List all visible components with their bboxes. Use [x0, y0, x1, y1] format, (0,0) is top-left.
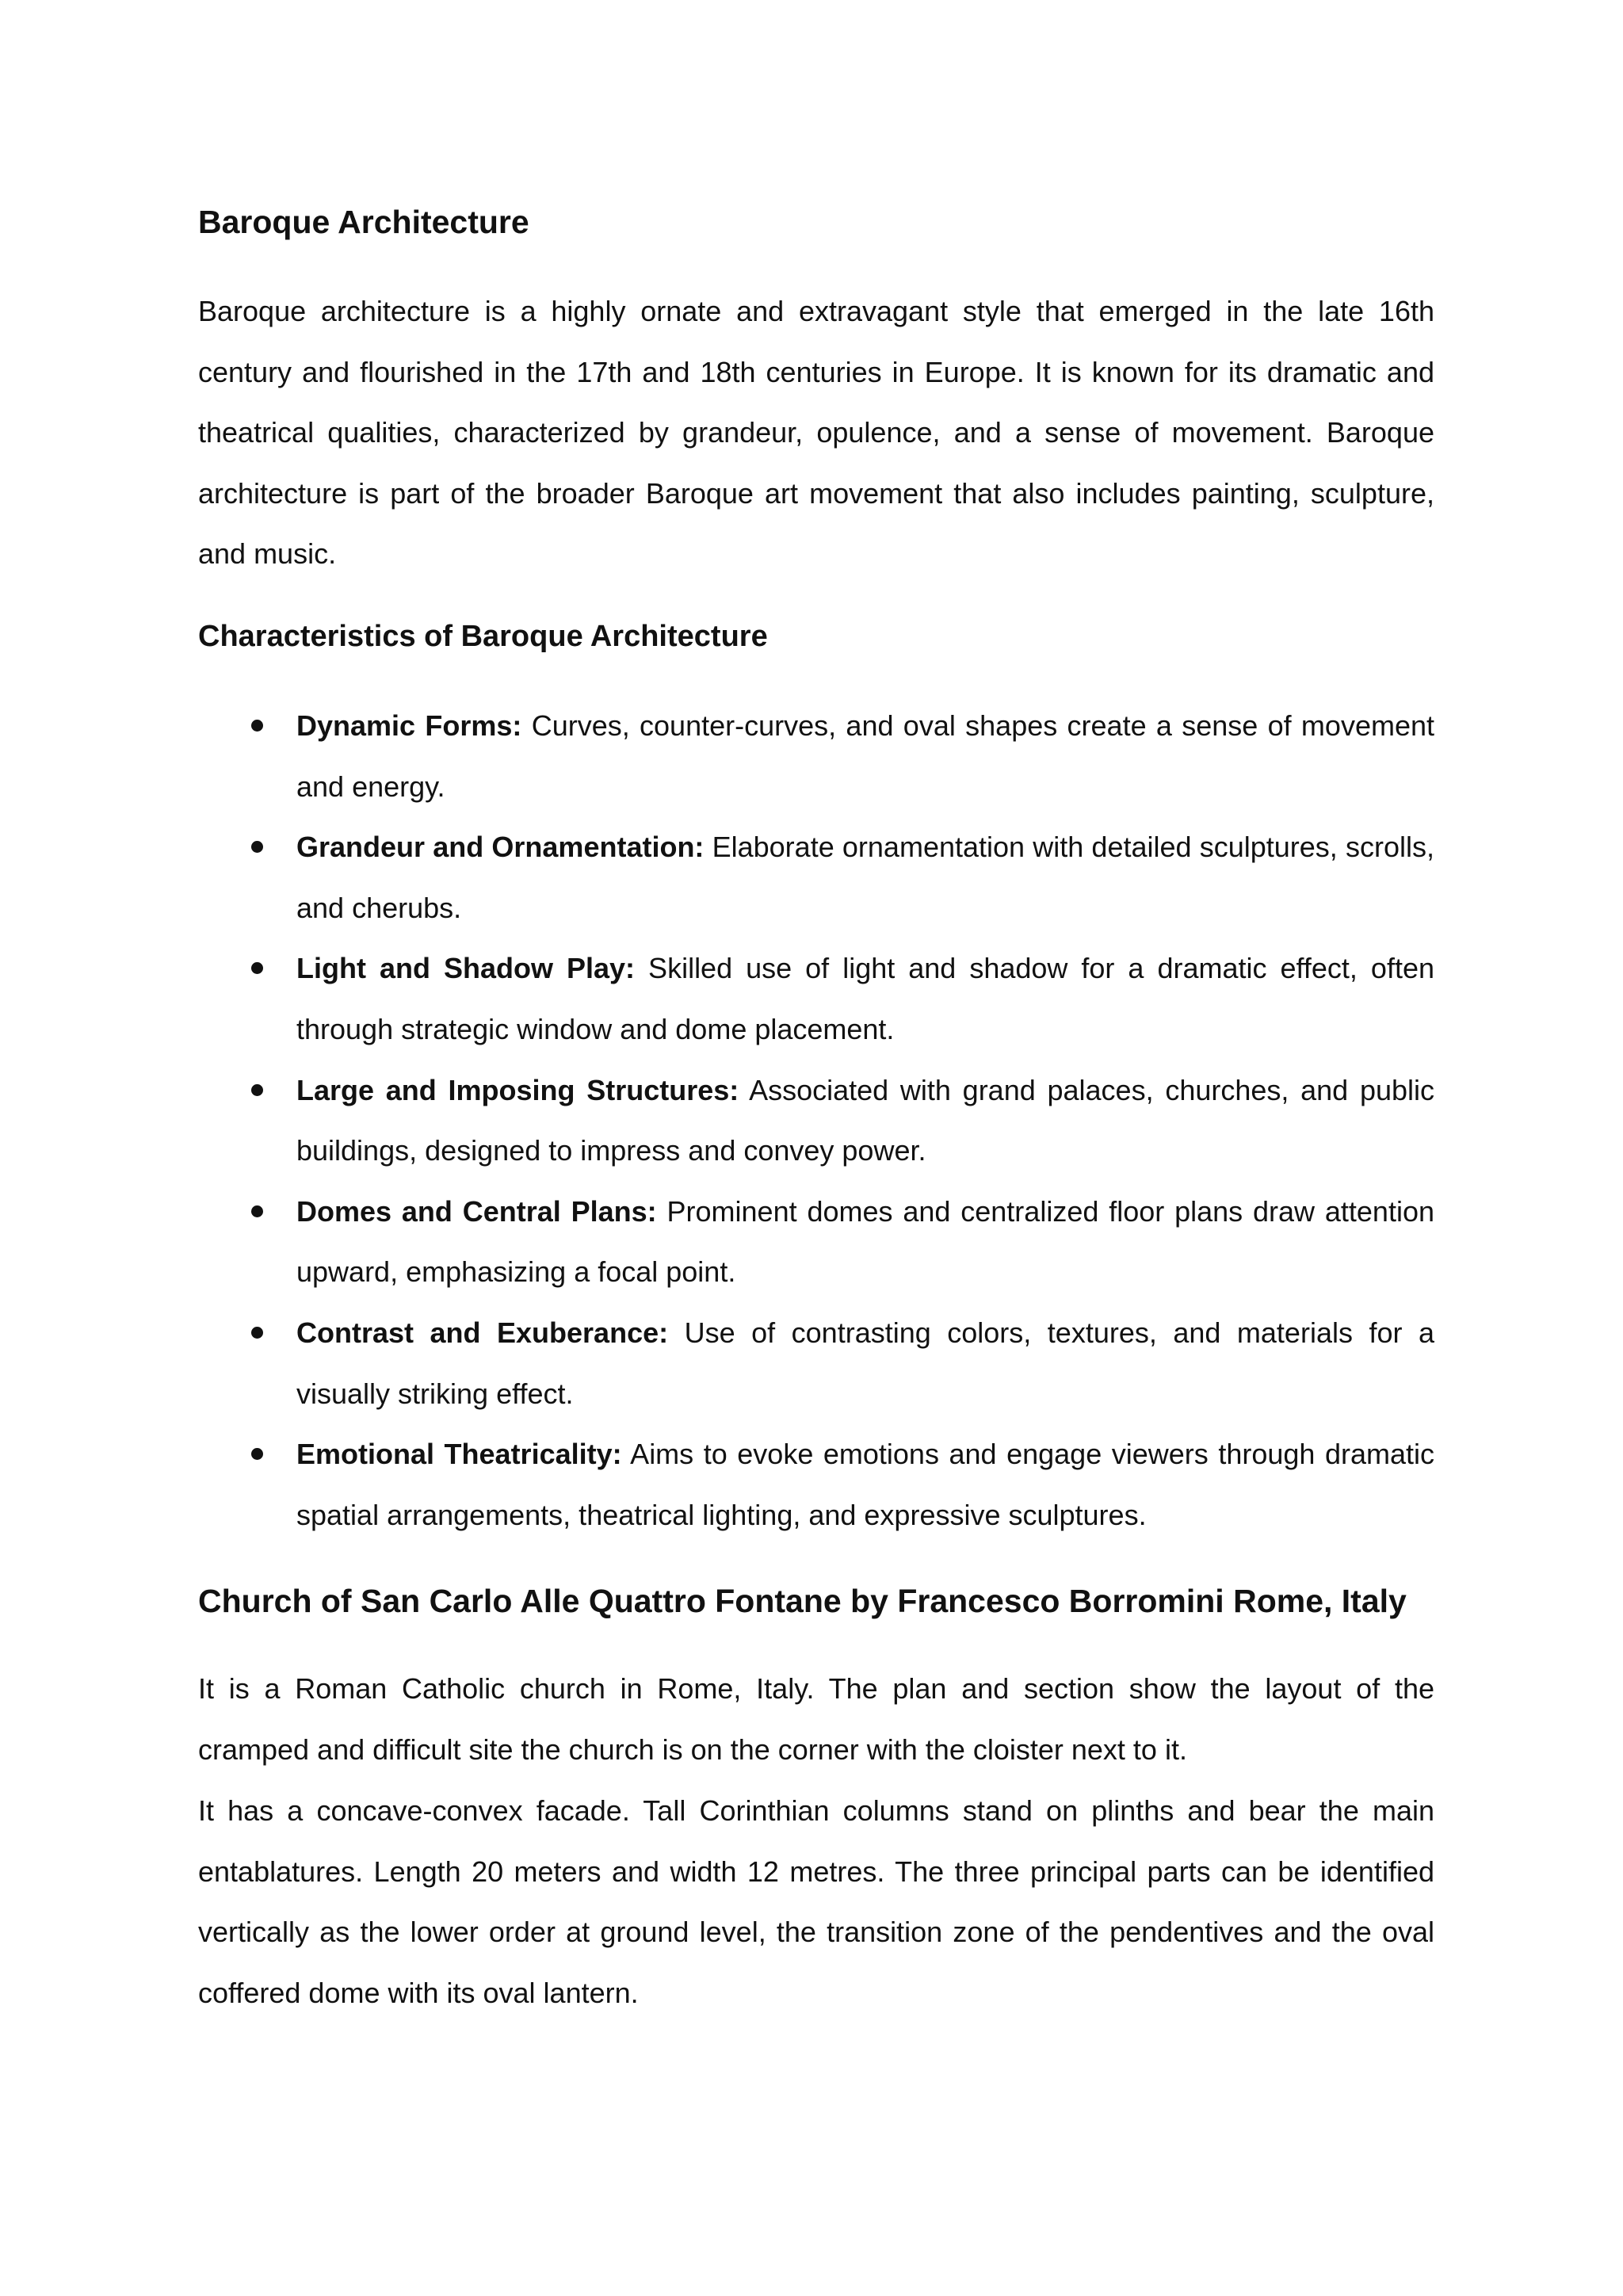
intro-paragraph: Baroque architecture is a highly ornate and extravagant style that emerged in the late 16th century and flourished in the 17th and 18th centuries in Europe. It is known for its dramatic and theatrical qualities, characterized by grandeur, opulence, and a sense of movement. Baroque architecture is part of the broader Baroque art movement that also includes painting, sculpture, and music. [198, 295, 1434, 571]
list-item [198, 817, 1434, 938]
bullet-icon [251, 1448, 263, 1460]
list-item [198, 1182, 1434, 1303]
list-item [198, 1060, 1434, 1182]
characteristic-term: Grandeur and Ornamentation: [296, 831, 705, 864]
characteristics-heading: Characteristics of Baroque Architecture [198, 620, 768, 653]
characteristic-text: Elaborate ornamentation with detailed sculptures, scrolls, and cherubs. [296, 831, 1434, 924]
church-heading: Church of San Carlo Alle Quattro Fontane by Francesco Borromini Rome, Italy [198, 1583, 1407, 1619]
characteristic-text: Prominent domes and centralized floor plans draw attention upward, emphasizing a focal point. [296, 1194, 1434, 1289]
bullet-icon [251, 720, 263, 732]
list-item [198, 1424, 1434, 1545]
list-item [198, 1303, 1434, 1424]
church-paragraph-1: It is a Roman Catholic church in Rome, Italy. The plan and section show the layout of the cramped and difficult site the church is on the corner with the cloister next to it. [198, 1672, 1434, 1766]
characteristics-list [198, 696, 1434, 1545]
bullet-icon [251, 1327, 263, 1339]
characteristic-text: Curves, counter-curves, and oval shapes create a sense of movement and energy. [296, 709, 1434, 803]
characteristic-term: Domes and Central Plans: [296, 1194, 657, 1228]
characteristic-text: Use of contrasting colors, textures, and materials for a visually striking effect. [296, 1316, 1434, 1410]
characteristic-term: Dynamic Forms: [296, 709, 522, 742]
bullet-icon [251, 841, 263, 853]
document-title: Baroque Architecture [198, 204, 529, 240]
bullet-icon [251, 1205, 263, 1217]
characteristic-text: Aims to evoke emotions and engage viewers through dramatic spatial arrangements, theatrical lighting, and expressive sculptures. [296, 1438, 1434, 1531]
characteristic-term: Large and Imposing Structures: [296, 1073, 739, 1106]
church-paragraph-2: It has a concave-convex facade. Tall Corinthian columns stand on plinths and bear the main entablatures. Length 20 meters and width 12 metres. The three principal parts can be identified vertically as the lower order at ground level, the transition zone of the pendentives and the oval coffered dome with its oval lantern. [198, 1794, 1434, 2009]
characteristic-term: Contrast and Exuberance: [296, 1316, 669, 1349]
list-item [198, 696, 1434, 817]
characteristic-text: Associated with grand palaces, churches, and public buildings, designed to impress and convey power. [296, 1073, 1435, 1167]
bullet-icon [251, 962, 263, 974]
bullet-icon [251, 1084, 263, 1096]
list-item [198, 938, 1434, 1060]
characteristic-term: Emotional Theatricality: [296, 1438, 622, 1471]
characteristic-term: Light and Shadow Play: [296, 952, 636, 985]
characteristic-text: Skilled use of light and shadow for a dramatic effect, often through strategic window and dome placement. [296, 952, 1434, 1045]
